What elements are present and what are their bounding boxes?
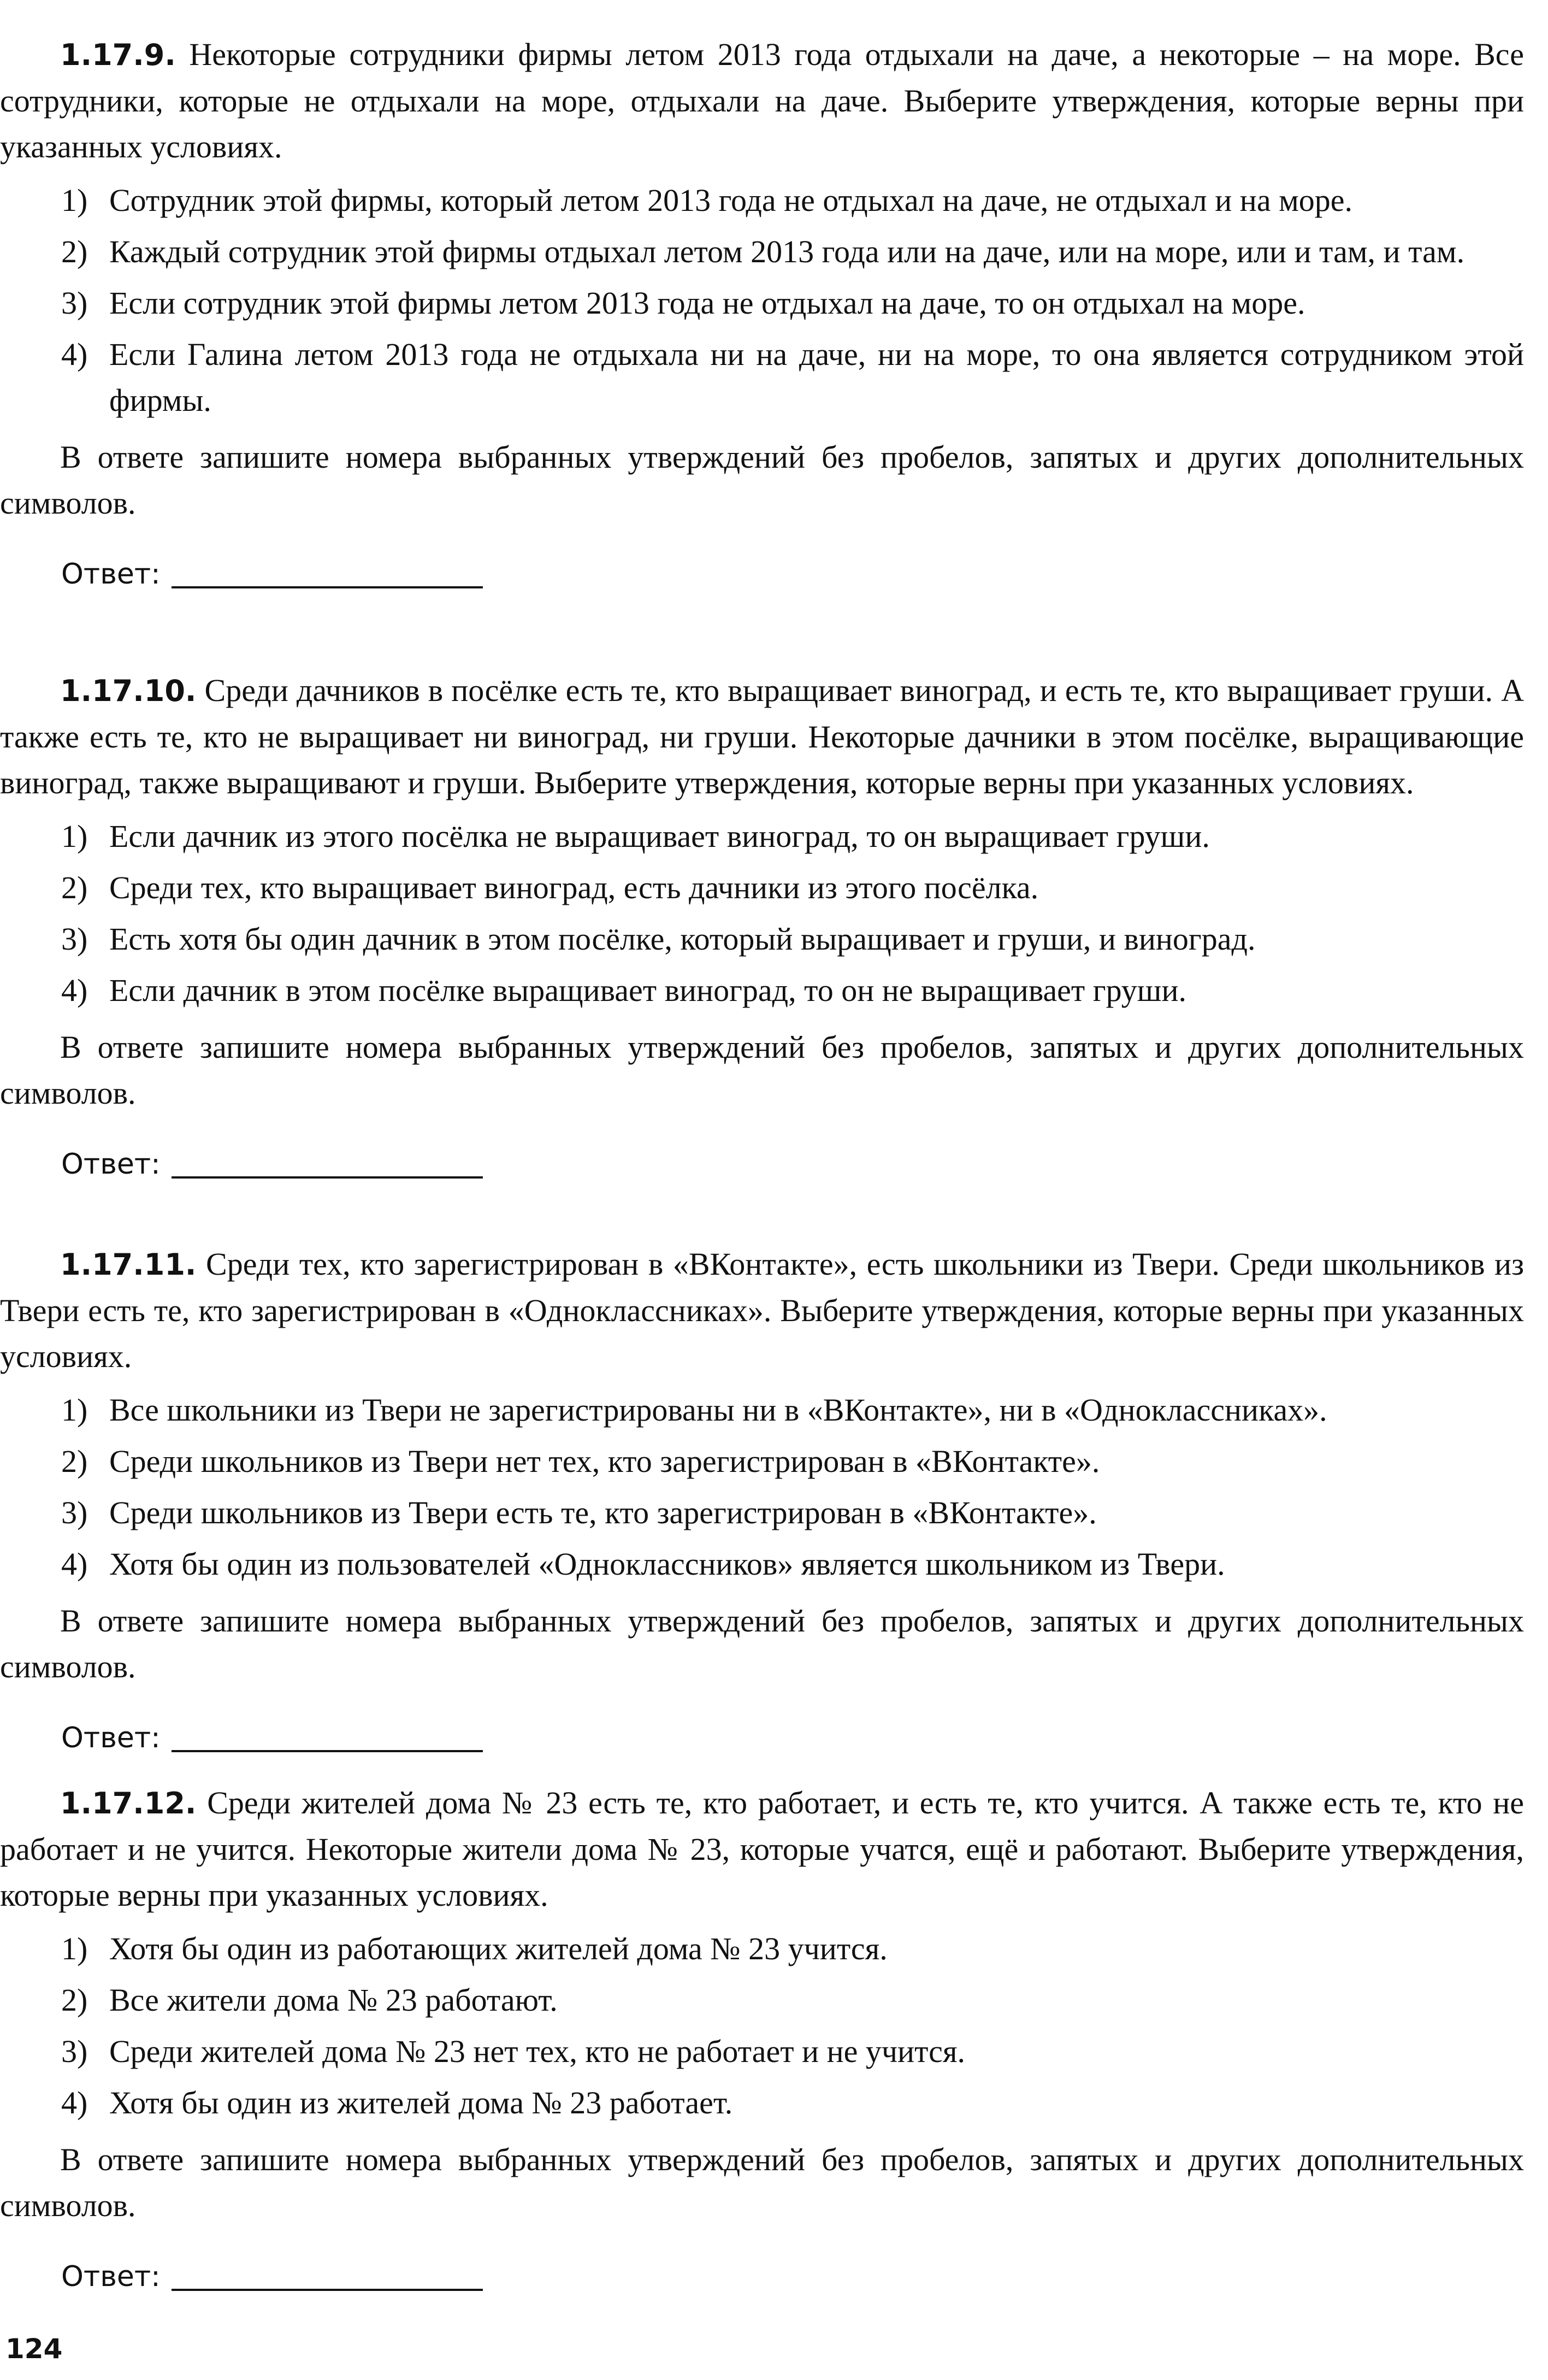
statement-item: [0, 2080, 1524, 2126]
statement-text: Хотя бы один из жителей дома № 23 работает.: [109, 2085, 733, 2120]
statement-text: Все жители дома № 23 работают.: [109, 1982, 558, 2018]
statement-index: 1): [61, 1392, 88, 1428]
statement-text: Каждый сотрудник этой фирмы отдыхал летом 2013 года или на даче, или на море, или и там, и там.: [109, 234, 1465, 269]
answer-instruction: В ответе запишите номера выбранных утверждений без пробелов, запятых и других дополнительных символов.: [0, 1603, 1524, 1684]
problem-number: 1.17.10.: [60, 674, 197, 708]
statement-item: [0, 814, 1524, 859]
statement-item: [0, 280, 1524, 326]
problem-text: Среди тех, кто зарегистрирован в «ВКонтакте», есть школьники из Твери. Среди школьников из Твери есть те, кто зарегистрирован в «Одноклассниках». Выберите утверждения, которые верны при указанных условиях.: [0, 1246, 1525, 1374]
statement-item: [0, 968, 1524, 1014]
answer-field[interactable]: [172, 1717, 483, 1752]
answer-row: [0, 551, 1524, 597]
statement-index: 1): [61, 182, 88, 218]
statement-text: Если дачник в этом посёлке выращивает виноград, то он не выращивает груши.: [109, 973, 1186, 1008]
problem-statement: [0, 32, 1524, 170]
problem-1-17-10: [0, 668, 1524, 1187]
statement-text: Среди жителей дома № 23 нет тех, кто не работает и не учится.: [109, 2034, 966, 2069]
problem-1-17-9: [0, 32, 1524, 597]
problem-1-17-12: [0, 1780, 1524, 2300]
problem-statement: [0, 1780, 1524, 1918]
problem-text: Среди жителей дома № 23 есть те, кто работает, и есть те, кто учится. А также есть те, кто не работает и не учится. Некоторые жители дома № 23, которые учатся, ещё и работают. Выберите утверждения, которые верны при указанных условиях.: [0, 1785, 1525, 1913]
problem-number: 1.17.9.: [60, 38, 176, 72]
statement-text: Сотрудник этой фирмы, который летом 2013 года не отдыхал на даче, не отдыхал и на море.: [109, 182, 1353, 218]
statement-text: Среди школьников из Твери есть те, кто зарегистрирован в «ВКонтакте».: [109, 1495, 1097, 1530]
statement-index: 2): [61, 1444, 88, 1479]
problem-number: 1.17.12.: [60, 1786, 197, 1821]
problem-text: Некоторые сотрудники фирмы летом 2013 года отдыхали на даче, а некоторые – на море. Все сотрудники, которые не отдыхали на море, отдыхали на даче. Выберите утверждения, которые верны при указанных условиях.: [0, 37, 1525, 164]
statement-index: 3): [61, 921, 88, 957]
statement-text: Есть хотя бы один дачник в этом посёлке, который выращивает и груши, и виноград.: [109, 921, 1256, 957]
statement-index: 2): [61, 234, 88, 269]
statement-text: Если Галина летом 2013 года не отдыхала ни на даче, ни на море, то она является сотрудником этой фирмы.: [109, 337, 1524, 418]
problem-text: Среди дачников в посёлке есть те, кто выращивает виноград, и есть те, кто выращивает груши. А также есть те, кто не выращивает ни виноград, ни груши. Некоторые дачники в этом посёлке, выращивающие виноград, также выращивают и груши. Выберите утверждения, которые верны при указанных условиях.: [0, 673, 1524, 800]
statement-item: [0, 332, 1524, 423]
page-number: 124: [5, 2333, 63, 2365]
answer-label: Ответ:: [61, 2260, 161, 2293]
statement-index: 1): [61, 818, 88, 854]
problem-1-17-11: [0, 1241, 1524, 1761]
answer-row: [0, 1141, 1524, 1187]
answer-instruction: В ответе запишите номера выбранных утверждений без пробелов, запятых и других дополнительных символов.: [0, 1029, 1524, 1111]
statement-list: [0, 1387, 1524, 1587]
problem-number: 1.17.11.: [60, 1247, 197, 1282]
statement-text: Все школьники из Твери не зарегистрированы ни в «ВКонтакте», ни в «Одноклассниках».: [109, 1392, 1327, 1428]
statement-index: 4): [61, 1546, 88, 1582]
answer-field[interactable]: [172, 553, 483, 588]
statement-list: [0, 814, 1524, 1014]
statement-item: [0, 1926, 1524, 1972]
answer-label: Ответ:: [61, 1148, 161, 1181]
problem-statement: [0, 668, 1524, 806]
statement-item: [0, 1490, 1524, 1536]
statement-index: 1): [61, 1931, 88, 1966]
answer-instruction: В ответе запишите номера выбранных утверждений без пробелов, запятых и других дополнительных символов.: [0, 439, 1524, 521]
answer-instruction: В ответе запишите номера выбранных утверждений без пробелов, запятых и других дополнительных символов.: [0, 2142, 1524, 2223]
statement-index: 3): [61, 1495, 88, 1530]
statement-index: 4): [61, 2085, 88, 2120]
statement-index: 4): [61, 337, 88, 372]
answer-label: Ответ:: [61, 1722, 161, 1754]
statement-index: 3): [61, 285, 88, 321]
statement-text: Хотя бы один из пользователей «Одноклассников» является школьником из Твери.: [109, 1546, 1225, 1582]
statement-list: [0, 1926, 1524, 2126]
statement-text: Среди школьников из Твери нет тех, кто зарегистрирован в «ВКонтакте».: [109, 1444, 1100, 1479]
statement-index: 2): [61, 1982, 88, 2018]
statement-text: Если сотрудник этой фирмы летом 2013 года не отдыхал на даче, то он отдыхал на море.: [109, 285, 1305, 321]
statement-list: [0, 178, 1524, 423]
statement-index: 3): [61, 2034, 88, 2069]
statement-item: [0, 229, 1524, 275]
statement-item: [0, 1439, 1524, 1484]
statement-item: [0, 1977, 1524, 2023]
answer-label: Ответ:: [61, 558, 161, 591]
statement-item: [0, 916, 1524, 962]
statement-index: 2): [61, 870, 88, 905]
answer-row: [0, 2254, 1524, 2300]
statement-item: [0, 1541, 1524, 1587]
answer-field[interactable]: [172, 2256, 483, 2291]
statement-text: Среди тех, кто выращивает виноград, есть дачники из этого посёлка.: [109, 870, 1039, 905]
statement-item: [0, 1387, 1524, 1433]
statement-text: Если дачник из этого посёлка не выращивает виноград, то он выращивает груши.: [109, 818, 1210, 854]
statement-index: 4): [61, 973, 88, 1008]
statement-text: Хотя бы один из работающих жителей дома № 23 учится.: [109, 1931, 888, 1966]
statement-item: [0, 865, 1524, 911]
answer-row: [0, 1715, 1524, 1761]
answer-field[interactable]: [172, 1144, 483, 1179]
problem-statement: [0, 1241, 1524, 1380]
statement-item: [0, 2029, 1524, 2075]
statement-item: [0, 178, 1524, 223]
